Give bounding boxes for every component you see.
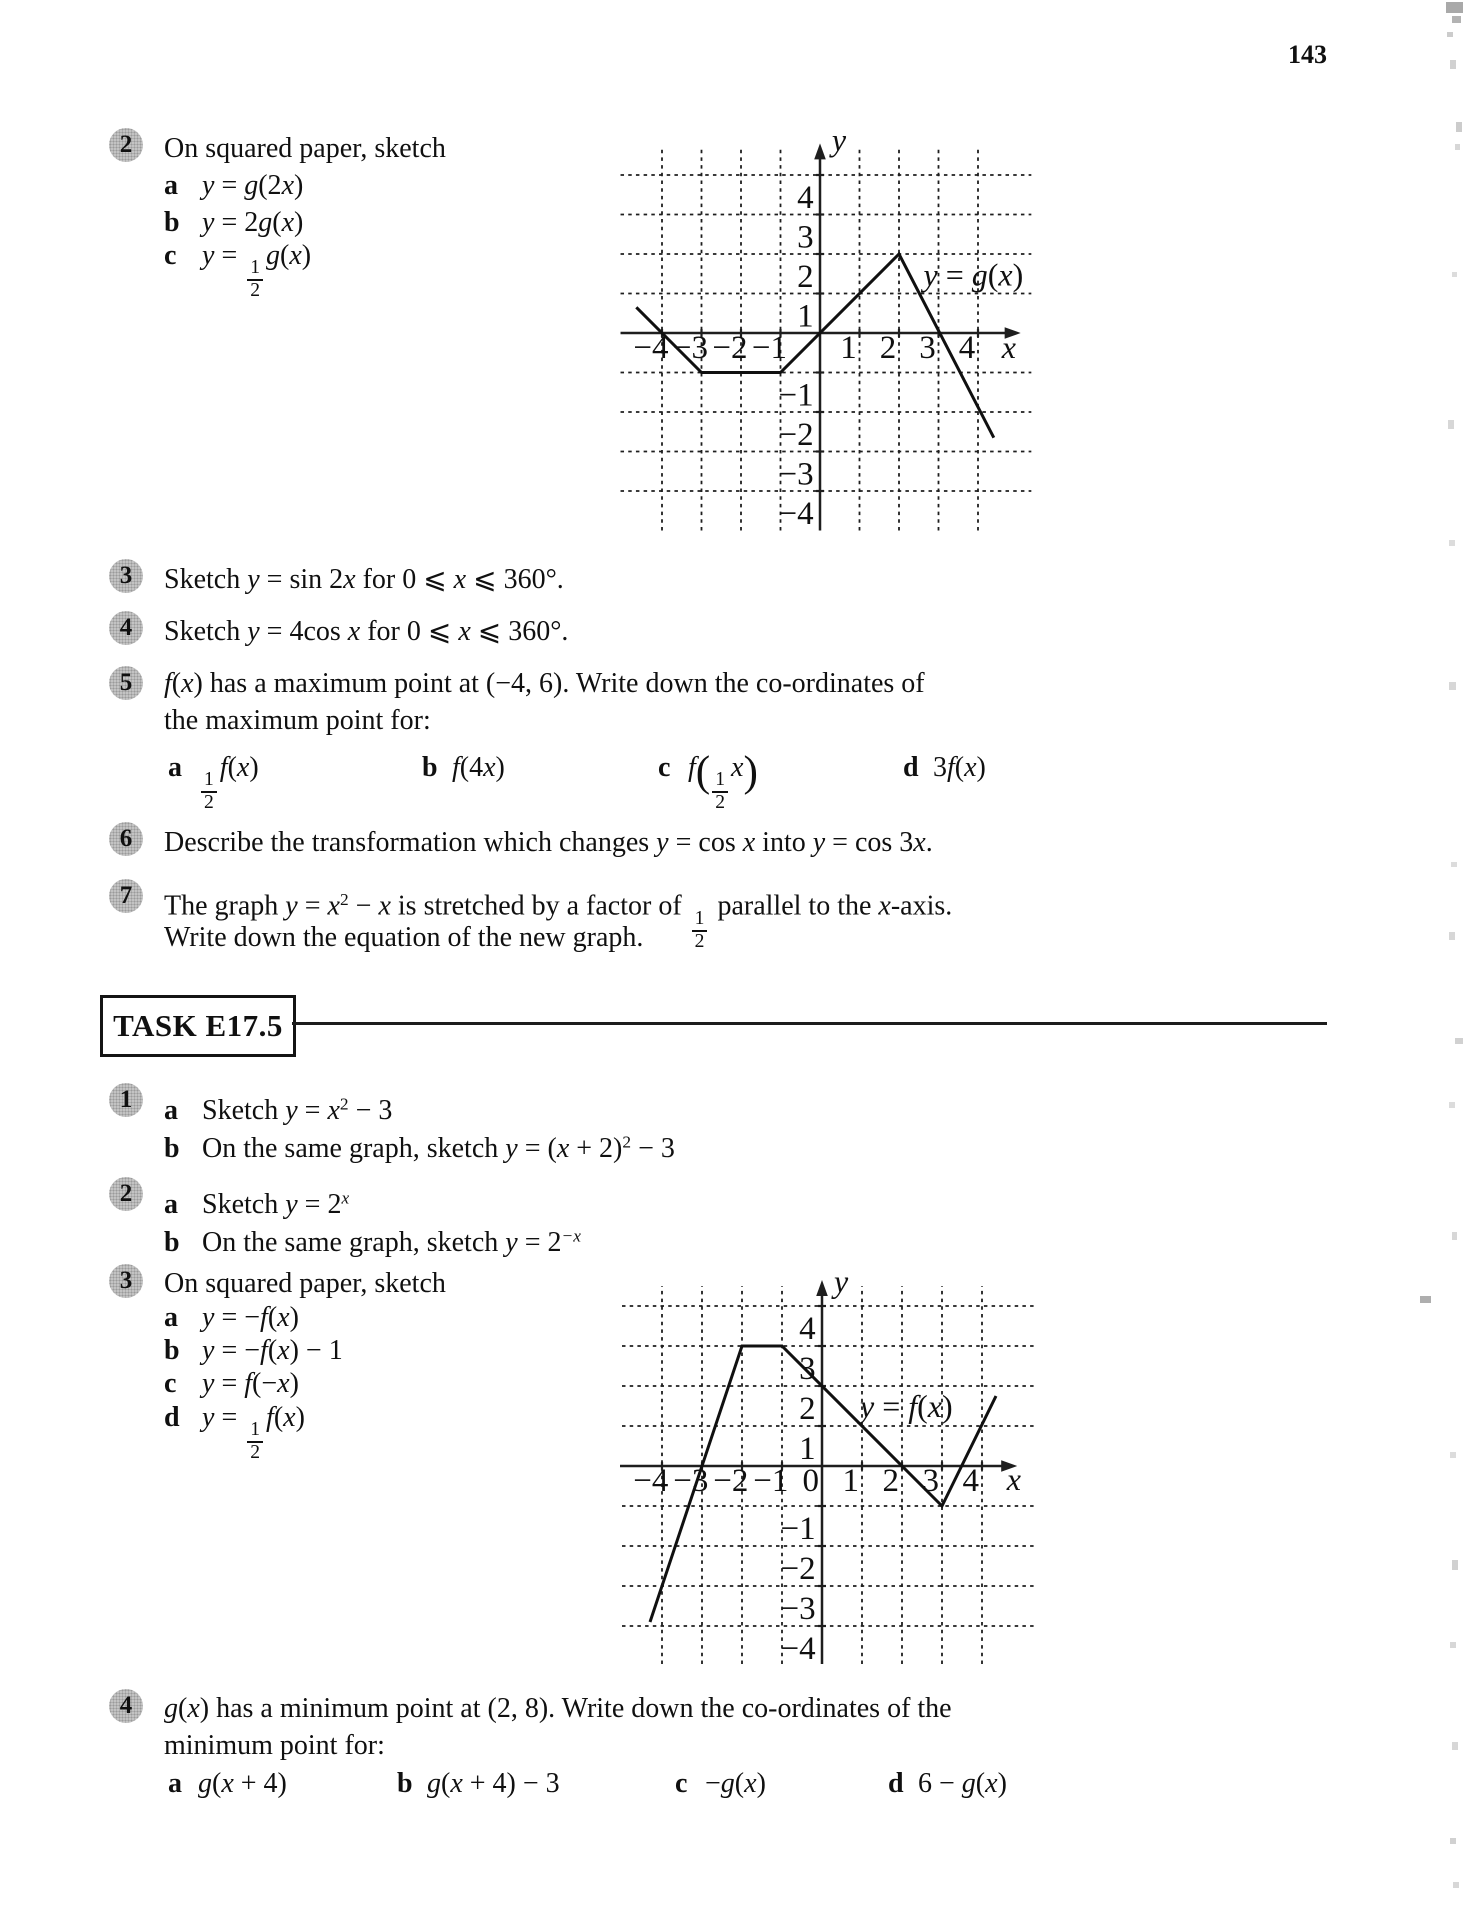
formula: y = f(−x) <box>202 1368 299 1399</box>
scan-artifact <box>1456 122 1462 132</box>
svg-text:1: 1 <box>799 1431 816 1468</box>
list-item <box>168 1768 287 1800</box>
scan-artifact <box>1449 540 1455 546</box>
scan-artifact <box>1448 420 1454 429</box>
list-item <box>164 1368 299 1400</box>
svg-text:3: 3 <box>922 1463 940 1500</box>
svg-text:−2: −2 <box>712 329 748 366</box>
item-letter: a <box>164 1094 178 1126</box>
scan-artifact <box>1450 1838 1456 1844</box>
formula: −g(x) <box>705 1768 766 1799</box>
formula: y = −f(x) <box>202 1302 299 1333</box>
formula: $\frac{1}{2}$ f(x) <box>198 752 259 783</box>
formula: Sketch $y = x^2 - 3$ <box>202 1094 393 1126</box>
question-number-badge: 7 <box>109 879 143 913</box>
item-letter: a <box>164 170 178 201</box>
list-item <box>397 1768 560 1800</box>
svg-text:−4: −4 <box>778 495 814 532</box>
list-item <box>658 747 757 814</box>
svg-text:−1: −1 <box>778 377 814 414</box>
svg-text:−4: −4 <box>633 1463 669 1500</box>
item-letter: b <box>422 752 438 783</box>
svg-text:y = f(x): y = f(x) <box>860 1388 953 1425</box>
question-text: Sketch y = 4cos x for 0 ⩽ x ⩽ 360°. <box>164 616 569 647</box>
formula: f( $\frac{1}{2}$ x) <box>688 747 757 814</box>
item-letter: b <box>164 1132 180 1164</box>
task-title: TASK E17.5 <box>113 1008 283 1043</box>
question-number-badge: 3 <box>109 559 143 593</box>
formula: 6 − g(x) <box>918 1768 1007 1799</box>
svg-text:−3: −3 <box>672 329 709 366</box>
graph-y-equals-f-of-x <box>600 1272 1050 1676</box>
list-item <box>903 752 986 784</box>
question-text: Write down the equation of the new graph. <box>164 922 644 953</box>
item-letter: d <box>888 1768 904 1799</box>
item-letter: d <box>903 752 919 783</box>
svg-text:0: 0 <box>802 1463 820 1500</box>
list-item <box>164 1220 581 1259</box>
list-item <box>168 752 259 813</box>
svg-text:−1: −1 <box>751 329 788 366</box>
question-text: On squared paper, sketch <box>164 1268 446 1299</box>
task-header-box <box>100 995 296 1057</box>
svg-text:4: 4 <box>958 329 976 366</box>
scan-artifact <box>1447 32 1453 37</box>
svg-text:2: 2 <box>879 329 897 366</box>
formula: 3f(x) <box>933 752 986 783</box>
item-letter: b <box>397 1768 413 1799</box>
question-number-badge: 5 <box>109 666 143 700</box>
question-number-badge: 6 <box>109 822 143 856</box>
graph-y-equals-g-of-x <box>600 96 1050 548</box>
list-item <box>164 1402 305 1463</box>
svg-text:y: y <box>834 1272 849 1299</box>
svg-text:3: 3 <box>799 1351 816 1388</box>
svg-text:4: 4 <box>797 179 814 216</box>
scan-artifact <box>1452 16 1461 23</box>
scan-artifact <box>1449 682 1456 690</box>
svg-text:−4: −4 <box>633 329 669 366</box>
scan-artifact <box>1449 932 1455 940</box>
formula: y = $\frac{1}{2}$ g(x) <box>202 240 312 302</box>
svg-text:−4: −4 <box>780 1631 816 1668</box>
list-item <box>164 170 303 202</box>
scan-artifact <box>1450 60 1456 69</box>
svg-text:−3: −3 <box>673 1463 709 1500</box>
formula: y = −f(x) − 1 <box>202 1335 343 1366</box>
svg-text:3: 3 <box>919 329 936 366</box>
scan-artifact <box>1452 1742 1458 1750</box>
formula: y = 2g(x) <box>202 207 304 238</box>
svg-text:−3: −3 <box>778 456 814 493</box>
list-item <box>164 1302 299 1334</box>
question-text: Sketch y = sin 2x for 0 ⩽ x ⩽ 360°. <box>164 564 564 595</box>
svg-text:−1: −1 <box>780 1511 816 1548</box>
item-letter: b <box>164 1335 180 1366</box>
list-item <box>164 1182 349 1221</box>
scan-artifact <box>1452 272 1457 277</box>
svg-text:1: 1 <box>797 298 814 335</box>
scan-artifact <box>1455 1038 1463 1044</box>
svg-text:x: x <box>1001 328 1016 365</box>
list-item <box>888 1768 1007 1800</box>
question-text: Describe the transformation which changes y = cos x into y = cos 3x. <box>164 827 933 858</box>
item-letter: c <box>164 1368 177 1399</box>
scan-artifact <box>1446 2 1463 13</box>
formula: g(x + 4) <box>198 1768 287 1799</box>
item-letter: b <box>164 207 180 238</box>
question-text: The graph $y = x^2 - x$ is stretched by a factor of $\frac{1}{2}$ parallel to the x-axis. <box>164 890 953 952</box>
scan-artifact <box>1453 1882 1459 1888</box>
question-text: On squared paper, sketch <box>164 133 446 164</box>
item-letter: a <box>164 1302 178 1333</box>
svg-text:2: 2 <box>799 1391 816 1428</box>
formula: g(x + 4) − 3 <box>427 1768 560 1799</box>
list-item <box>164 1335 343 1367</box>
question-text: minimum point for: <box>164 1730 385 1761</box>
svg-text:2: 2 <box>882 1463 900 1500</box>
svg-text:y = g(x): y = g(x) <box>923 256 1024 293</box>
scan-artifact <box>1420 1296 1431 1303</box>
svg-text:−2: −2 <box>713 1463 749 1500</box>
question-number-badge: 2 <box>109 1177 143 1211</box>
svg-text:1: 1 <box>840 329 857 366</box>
question-number-badge: 3 <box>109 1264 143 1298</box>
scan-artifact <box>1450 1642 1456 1648</box>
question-text: the maximum point for: <box>164 705 431 736</box>
formula: y = g(2x) <box>202 170 304 201</box>
item-letter: a <box>168 752 182 783</box>
formula: f(4x) <box>452 752 505 783</box>
list-item <box>675 1768 766 1800</box>
question-number-badge: 4 <box>109 1689 143 1723</box>
item-letter: a <box>168 1768 182 1799</box>
item-letter: d <box>164 1402 180 1433</box>
svg-text:−3: −3 <box>780 1591 816 1628</box>
svg-text:3: 3 <box>797 219 814 256</box>
list-item <box>422 752 505 784</box>
svg-text:−2: −2 <box>780 1551 816 1588</box>
svg-text:y: y <box>831 121 847 158</box>
formula: y = $\frac{1}{2}$ f(x) <box>202 1402 305 1464</box>
svg-text:1: 1 <box>842 1463 860 1500</box>
question-number-badge: 1 <box>109 1083 143 1117</box>
scan-artifact <box>1451 862 1457 867</box>
scan-artifact <box>1450 1452 1456 1458</box>
item-letter: a <box>164 1188 178 1220</box>
question-text: g(x) has a minimum point at (2, 8). Write down the co-ordinates of the <box>164 1693 952 1724</box>
formula: On the same graph, sketch $y = 2^{-x}$ <box>202 1226 581 1258</box>
svg-text:−1: −1 <box>753 1463 789 1500</box>
task-header-rule <box>292 1022 1327 1025</box>
svg-text:4: 4 <box>962 1463 980 1500</box>
list-item <box>164 1088 392 1127</box>
page-number: 143 <box>1288 40 1327 69</box>
svg-text:x: x <box>1006 1461 1022 1497</box>
item-letter: c <box>658 752 671 783</box>
formula: On the same graph, sketch $y = (x + 2)^2 - 3$ <box>202 1132 675 1164</box>
item-letter: c <box>164 240 177 271</box>
scan-artifact <box>1452 1560 1458 1570</box>
item-letter: b <box>164 1226 180 1258</box>
question-number-badge: 2 <box>109 128 143 162</box>
svg-text:−2: −2 <box>778 416 814 453</box>
formula: Sketch $y = 2^x$ <box>202 1188 350 1220</box>
list-item <box>164 240 311 301</box>
scan-artifact <box>1449 1102 1455 1108</box>
list-item <box>164 1126 675 1165</box>
question-number-badge: 4 <box>109 611 143 645</box>
svg-text:4: 4 <box>799 1311 816 1348</box>
scan-artifact <box>1452 1232 1457 1240</box>
question-text: f(x) has a maximum point at (−4, 6). Write down the co-ordinates of <box>164 668 925 699</box>
item-letter: c <box>675 1768 688 1799</box>
svg-text:2: 2 <box>797 258 814 295</box>
list-item <box>164 207 303 239</box>
scan-artifact <box>1455 144 1460 150</box>
